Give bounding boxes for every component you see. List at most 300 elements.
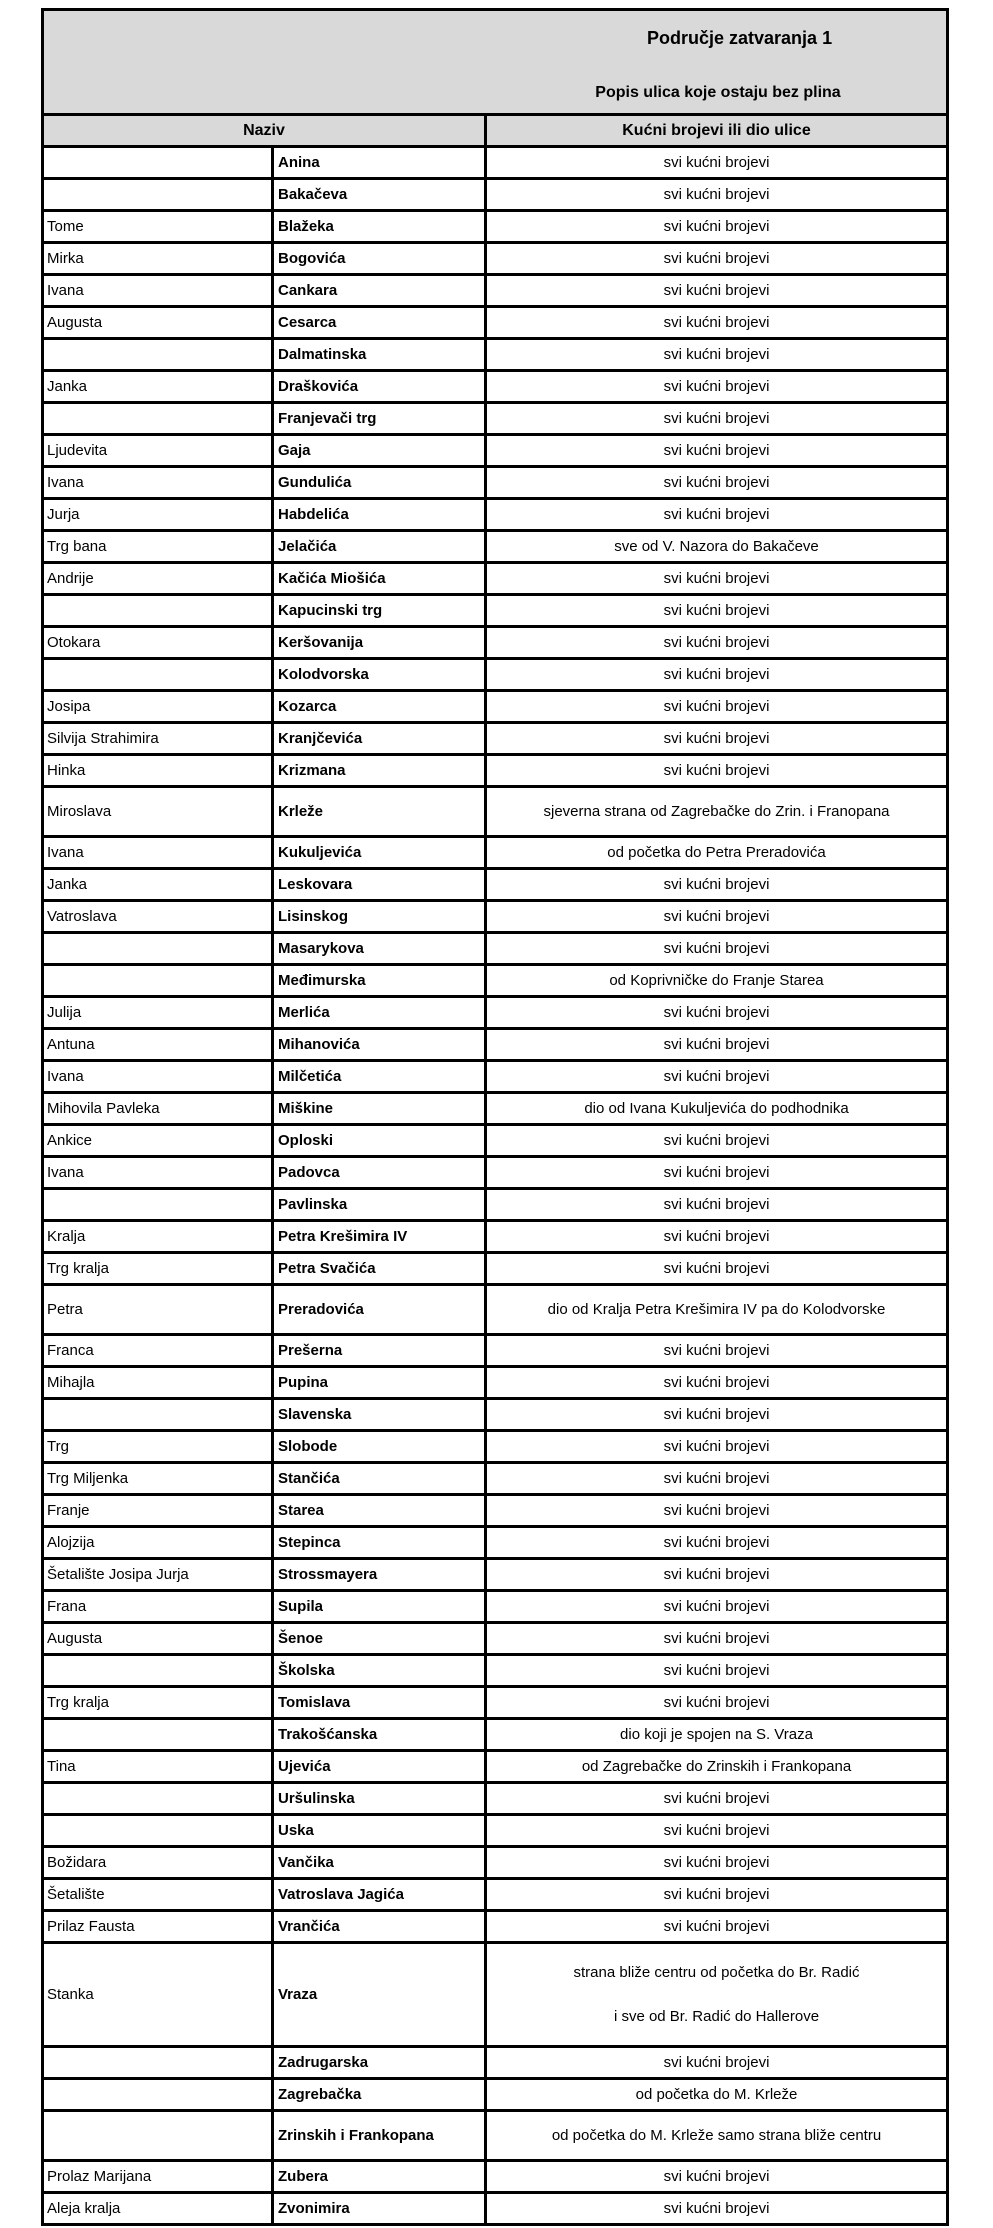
cell-name-prefix: Šetalište — [44, 1880, 274, 1909]
cell-street-name: Franjevači trg — [274, 404, 487, 433]
cell-house-numbers — [487, 1688, 946, 1717]
cell-name-prefix: Kralja — [44, 1222, 274, 1251]
cell-street-name: Zagrebačka — [274, 2080, 487, 2109]
cell-street-name: Jelačića — [274, 532, 487, 561]
cell-name-prefix — [44, 1190, 274, 1219]
house-numbers-text: svi kućni brojevi — [663, 410, 770, 427]
cell-house-numbers — [487, 340, 946, 369]
cell-house-numbers — [487, 1464, 946, 1493]
cell-house-numbers — [487, 436, 946, 465]
house-numbers-text: svi kućni brojevi — [663, 1918, 770, 1935]
cell-name-prefix: Tina — [44, 1752, 274, 1781]
cell-name-prefix — [44, 340, 274, 369]
cell-house-numbers — [487, 1336, 946, 1365]
page-subtitle: Popis ulica koje ostaju bez plina — [595, 84, 841, 101]
table-row — [41, 1784, 949, 1816]
cell-house-numbers — [487, 1560, 946, 1589]
cell-street-name: Bakačeva — [274, 180, 487, 209]
house-numbers-text: svi kućni brojevi — [663, 218, 770, 235]
table-row — [41, 500, 949, 532]
table-row — [41, 404, 949, 436]
cell-street-name: Strossmayera — [274, 1560, 487, 1589]
cell-house-numbers — [487, 1880, 946, 1909]
cell-house-numbers — [487, 724, 946, 753]
cell-house-numbers — [487, 998, 946, 1027]
cell-street-name: Zrinskih i Frankopana — [274, 2112, 487, 2159]
house-numbers-text: svi kućni brojevi — [663, 250, 770, 267]
cell-house-numbers — [487, 1752, 946, 1781]
cell-street-name: Trakošćanska — [274, 1720, 487, 1749]
table-row — [41, 1464, 949, 1496]
table-row — [41, 1400, 949, 1432]
house-numbers-text: svi kućni brojevi — [663, 1438, 770, 1455]
cell-street-name: Supila — [274, 1592, 487, 1621]
cell-name-prefix: Jurja — [44, 500, 274, 529]
table-row — [41, 692, 949, 724]
cell-name-prefix: Aleja kralja — [44, 2194, 274, 2223]
house-numbers-text: sjeverna strana od Zagrebačke do Zrin. i Franopana — [543, 803, 890, 820]
cell-street-name: Keršovanija — [274, 628, 487, 657]
table-row — [41, 1030, 949, 1062]
cell-name-prefix — [44, 148, 274, 177]
cell-house-numbers — [487, 500, 946, 529]
cell-name-prefix: Trg Miljenka — [44, 1464, 274, 1493]
house-numbers-text: svi kućni brojevi — [663, 186, 770, 203]
column-header-row — [41, 116, 949, 148]
cell-street-name: Kozarca — [274, 692, 487, 721]
table-row — [41, 308, 949, 340]
house-numbers-text: svi kućni brojevi — [663, 378, 770, 395]
cell-house-numbers — [487, 1528, 946, 1557]
cell-street-name: Zvonimira — [274, 2194, 487, 2223]
cell-name-prefix: Josipa — [44, 692, 274, 721]
cell-street-name: Anina — [274, 148, 487, 177]
cell-house-numbers — [487, 564, 946, 593]
table-row — [41, 1848, 949, 1880]
cell-house-numbers — [487, 1222, 946, 1251]
cell-house-numbers — [487, 1094, 946, 1123]
cell-house-numbers — [487, 1848, 946, 1877]
table-row — [41, 788, 949, 838]
cell-name-prefix — [44, 2112, 274, 2159]
table-row — [41, 756, 949, 788]
cell-house-numbers — [487, 1286, 946, 1333]
table-row — [41, 372, 949, 404]
cell-street-name: Vatroslava Jagića — [274, 1880, 487, 1909]
table-row — [41, 1062, 949, 1094]
cell-street-name: Krizmana — [274, 756, 487, 785]
cell-house-numbers — [487, 2162, 946, 2191]
cell-house-numbers — [487, 660, 946, 689]
house-numbers-text: svi kućni brojevi — [663, 1630, 770, 1647]
house-numbers-text: svi kućni brojevi — [663, 1132, 770, 1149]
table-row — [41, 1944, 949, 2048]
cell-house-numbers — [487, 1432, 946, 1461]
column-header-kucni-brojevi: Kućni brojevi ili dio ulice — [622, 121, 811, 139]
sheet-header — [41, 8, 949, 116]
house-numbers-text: dio koji je spojen na S. Vraza — [620, 1726, 813, 1743]
cell-street-name: Zadrugarska — [274, 2048, 487, 2077]
cell-street-name: Merlića — [274, 998, 487, 1027]
cell-name-prefix: Ivana — [44, 1062, 274, 1091]
cell-name-prefix: Janka — [44, 372, 274, 401]
house-numbers-text: svi kućni brojevi — [663, 154, 770, 171]
table-row — [41, 212, 949, 244]
table-row — [41, 532, 949, 564]
house-numbers-text: svi kućni brojevi — [663, 282, 770, 299]
cell-name-prefix: Silvija Strahimira — [44, 724, 274, 753]
table-row — [41, 1190, 949, 1222]
cell-name-prefix: Vatroslava — [44, 902, 274, 931]
cell-street-name: Masarykova — [274, 934, 487, 963]
house-numbers-text: od Zagrebačke do Zrinskih i Frankopana — [581, 1758, 852, 1775]
table-row — [41, 2162, 949, 2194]
house-numbers-text: svi kućni brojevi — [663, 1502, 770, 1519]
table-row — [41, 628, 949, 660]
cell-name-prefix: Božidara — [44, 1848, 274, 1877]
house-numbers-text: svi kućni brojevi — [663, 1886, 770, 1903]
cell-street-name: Tomislava — [274, 1688, 487, 1717]
house-numbers-text: svi kućni brojevi — [663, 442, 770, 459]
table-row — [41, 1432, 949, 1464]
table-row — [41, 276, 949, 308]
cell-name-prefix: Trg bana — [44, 532, 274, 561]
table-row — [41, 1158, 949, 1190]
house-numbers-text: svi kućni brojevi — [663, 730, 770, 747]
cell-house-numbers — [487, 2112, 946, 2159]
house-numbers-text: svi kućni brojevi — [663, 1470, 770, 1487]
cell-name-prefix: Stanka — [44, 1944, 274, 2045]
cell-name-prefix: Trg kralja — [44, 1254, 274, 1283]
table-row — [41, 966, 949, 998]
cell-house-numbers — [487, 966, 946, 995]
table-row — [41, 1336, 949, 1368]
house-numbers-text: dio od Kralja Petra Krešimira IV pa do Kolodvorske — [547, 1301, 886, 1318]
cell-name-prefix: Ivana — [44, 468, 274, 497]
cell-name-prefix: Frana — [44, 1592, 274, 1621]
table-row — [41, 870, 949, 902]
cell-house-numbers — [487, 1190, 946, 1219]
cell-street-name: Gaja — [274, 436, 487, 465]
cell-house-numbers — [487, 1496, 946, 1525]
house-numbers-text: svi kućni brojevi — [663, 876, 770, 893]
house-numbers-text: svi kućni brojevi — [663, 506, 770, 523]
cell-street-name: Vraza — [274, 1944, 487, 2045]
street-list-sheet — [41, 8, 949, 2226]
cell-street-name: Dalmatinska — [274, 340, 487, 369]
cell-name-prefix: Mihajla — [44, 1368, 274, 1397]
house-numbers-text: i sve od Br. Radić do Hallerove — [613, 2008, 820, 2026]
table-row — [41, 180, 949, 212]
house-numbers-text: svi kućni brojevi — [663, 1534, 770, 1551]
cell-name-prefix: Franje — [44, 1496, 274, 1525]
cell-name-prefix: Franca — [44, 1336, 274, 1365]
house-numbers-text: od Koprivničke do Franje Starea — [609, 972, 824, 989]
cell-name-prefix: Janka — [44, 870, 274, 899]
house-numbers-text: svi kućni brojevi — [663, 1228, 770, 1245]
house-numbers-text: svi kućni brojevi — [663, 1260, 770, 1277]
cell-name-prefix — [44, 1720, 274, 1749]
cell-house-numbers — [487, 596, 946, 625]
cell-name-prefix — [44, 1400, 274, 1429]
table-row — [41, 1688, 949, 1720]
cell-name-prefix: Mihovila Pavleka — [44, 1094, 274, 1123]
cell-house-numbers — [487, 244, 946, 273]
table-row — [41, 1254, 949, 1286]
cell-street-name: Slobode — [274, 1432, 487, 1461]
cell-street-name: Lisinskog — [274, 902, 487, 931]
column-header-naziv: Naziv — [44, 116, 487, 145]
cell-name-prefix: Ankice — [44, 1126, 274, 1155]
cell-house-numbers — [487, 1720, 946, 1749]
house-numbers-text: svi kućni brojevi — [663, 634, 770, 651]
cell-street-name: Cesarca — [274, 308, 487, 337]
house-numbers-text: svi kućni brojevi — [663, 570, 770, 587]
cell-name-prefix: Ivana — [44, 276, 274, 305]
cell-house-numbers — [487, 1784, 946, 1813]
table-row — [41, 1496, 949, 1528]
table-row — [41, 998, 949, 1030]
table-row — [41, 1286, 949, 1336]
cell-house-numbers — [487, 1062, 946, 1091]
cell-street-name: Vrančića — [274, 1912, 487, 1941]
cell-street-name: Habdelića — [274, 500, 487, 529]
house-numbers-text: svi kućni brojevi — [663, 1566, 770, 1583]
house-numbers-text: od početka do M. Krleže — [635, 2086, 798, 2103]
table-row — [41, 1880, 949, 1912]
cell-house-numbers — [487, 1368, 946, 1397]
cell-street-name: Stepinca — [274, 1528, 487, 1557]
cell-house-numbers — [487, 1624, 946, 1653]
cell-street-name: Kolodvorska — [274, 660, 487, 689]
table-row — [41, 838, 949, 870]
cell-street-name: Stančića — [274, 1464, 487, 1493]
cell-name-prefix: Ljudevita — [44, 436, 274, 465]
cell-street-name: Kačića Miošića — [274, 564, 487, 593]
table-row — [41, 724, 949, 756]
cell-house-numbers — [487, 1944, 946, 2045]
cell-house-numbers — [487, 628, 946, 657]
cell-name-prefix — [44, 2080, 274, 2109]
table-row — [41, 1912, 949, 1944]
table-row — [41, 340, 949, 372]
cell-house-numbers — [487, 756, 946, 785]
cell-street-name: Cankara — [274, 276, 487, 305]
table-row — [41, 468, 949, 500]
cell-house-numbers — [487, 1158, 946, 1187]
cell-street-name: Šenoe — [274, 1624, 487, 1653]
house-numbers-text: svi kućni brojevi — [663, 940, 770, 957]
cell-name-prefix — [44, 1784, 274, 1813]
house-numbers-text: svi kućni brojevi — [663, 1790, 770, 1807]
cell-name-prefix — [44, 180, 274, 209]
table-row — [41, 1752, 949, 1784]
cell-name-prefix: Ivana — [44, 1158, 274, 1187]
cell-name-prefix: Šetalište Josipa Jurja — [44, 1560, 274, 1589]
cell-street-name: Slavenska — [274, 1400, 487, 1429]
table-row — [41, 2112, 949, 2162]
cell-house-numbers — [487, 692, 946, 721]
cell-house-numbers — [487, 1126, 946, 1155]
cell-name-prefix: Julija — [44, 998, 274, 1027]
house-numbers-text: svi kućni brojevi — [663, 1036, 770, 1053]
cell-name-prefix — [44, 1816, 274, 1845]
cell-house-numbers — [487, 212, 946, 241]
cell-name-prefix: Alojzija — [44, 1528, 274, 1557]
house-numbers-text: strana bliže centru od početka do Br. Radić — [573, 1963, 860, 1981]
table-row — [41, 1126, 949, 1158]
cell-street-name: Milčetića — [274, 1062, 487, 1091]
cell-name-prefix: Augusta — [44, 1624, 274, 1653]
house-numbers-text: svi kućni brojevi — [663, 2054, 770, 2071]
house-numbers-text: svi kućni brojevi — [663, 1004, 770, 1021]
cell-house-numbers — [487, 870, 946, 899]
cell-street-name: Pupina — [274, 1368, 487, 1397]
cell-name-prefix: Otokara — [44, 628, 274, 657]
house-numbers-text: svi kućni brojevi — [663, 2200, 770, 2217]
cell-name-prefix: Augusta — [44, 308, 274, 337]
house-numbers-text: od početka do M. Krleže samo strana bliže centru — [551, 2127, 882, 2144]
house-numbers-text: svi kućni brojevi — [663, 346, 770, 363]
cell-name-prefix — [44, 934, 274, 963]
table-row — [41, 660, 949, 692]
table-row — [41, 2194, 949, 2226]
table-row — [41, 1592, 949, 1624]
table-row — [41, 934, 949, 966]
house-numbers-text: svi kućni brojevi — [663, 1854, 770, 1871]
table-row — [41, 2048, 949, 2080]
house-numbers-text: svi kućni brojevi — [663, 1662, 770, 1679]
cell-house-numbers — [487, 838, 946, 867]
table-row — [41, 1560, 949, 1592]
cell-street-name: Padovca — [274, 1158, 487, 1187]
house-numbers-text: svi kućni brojevi — [663, 474, 770, 491]
cell-house-numbers — [487, 1592, 946, 1621]
cell-name-prefix: Tome — [44, 212, 274, 241]
cell-name-prefix: Prolaz Marijana — [44, 2162, 274, 2191]
cell-name-prefix — [44, 966, 274, 995]
house-numbers-text: svi kućni brojevi — [663, 314, 770, 331]
cell-name-prefix: Andrije — [44, 564, 274, 593]
table-row — [41, 1094, 949, 1126]
table-row — [41, 436, 949, 468]
cell-house-numbers — [487, 788, 946, 835]
cell-street-name: Kranjčevića — [274, 724, 487, 753]
cell-street-name: Ujevića — [274, 1752, 487, 1781]
house-numbers-text: sve od V. Nazora do Bakačeve — [614, 538, 819, 555]
cell-street-name: Oploski — [274, 1126, 487, 1155]
table-row — [41, 1368, 949, 1400]
cell-house-numbers — [487, 934, 946, 963]
cell-street-name: Uršulinska — [274, 1784, 487, 1813]
cell-name-prefix — [44, 596, 274, 625]
cell-street-name: Kukuljevića — [274, 838, 487, 867]
house-numbers-text: svi kućni brojevi — [663, 1406, 770, 1423]
cell-street-name: Međimurska — [274, 966, 487, 995]
cell-street-name: Petra Svačića — [274, 1254, 487, 1283]
table-row — [41, 244, 949, 276]
cell-street-name: Mihanovića — [274, 1030, 487, 1059]
house-numbers-text: svi kućni brojevi — [663, 762, 770, 779]
house-numbers-text: svi kućni brojevi — [663, 1196, 770, 1213]
table-body — [41, 148, 949, 2226]
table-row — [41, 902, 949, 934]
cell-house-numbers — [487, 1816, 946, 1845]
cell-house-numbers — [487, 2194, 946, 2223]
cell-street-name: Pavlinska — [274, 1190, 487, 1219]
cell-street-name: Vančika — [274, 1848, 487, 1877]
cell-name-prefix — [44, 1656, 274, 1685]
cell-house-numbers — [487, 2048, 946, 2077]
cell-house-numbers — [487, 1400, 946, 1429]
house-numbers-text: svi kućni brojevi — [663, 1164, 770, 1181]
table-row — [41, 1816, 949, 1848]
house-numbers-text: svi kućni brojevi — [663, 1342, 770, 1359]
house-numbers-text: svi kućni brojevi — [663, 1694, 770, 1711]
table-row — [41, 564, 949, 596]
table-row — [41, 596, 949, 628]
cell-house-numbers — [487, 468, 946, 497]
table-row — [41, 148, 949, 180]
cell-house-numbers — [487, 2080, 946, 2109]
cell-street-name: Blažeka — [274, 212, 487, 241]
table-row — [41, 2080, 949, 2112]
cell-street-name: Zubera — [274, 2162, 487, 2191]
house-numbers-text: svi kućni brojevi — [663, 1822, 770, 1839]
cell-house-numbers — [487, 308, 946, 337]
cell-street-name: Uska — [274, 1816, 487, 1845]
cell-house-numbers — [487, 372, 946, 401]
cell-street-name: Miškine — [274, 1094, 487, 1123]
cell-name-prefix: Petra — [44, 1286, 274, 1333]
cell-house-numbers — [487, 1656, 946, 1685]
cell-house-numbers — [487, 148, 946, 177]
house-numbers-text: svi kućni brojevi — [663, 602, 770, 619]
cell-street-name: Kapucinski trg — [274, 596, 487, 625]
table-row — [41, 1528, 949, 1560]
house-numbers-text: od početka do Petra Preradovića — [607, 844, 826, 861]
cell-house-numbers — [487, 902, 946, 931]
cell-house-numbers — [487, 1254, 946, 1283]
cell-house-numbers — [487, 180, 946, 209]
cell-street-name: Leskovara — [274, 870, 487, 899]
cell-house-numbers — [487, 404, 946, 433]
table-row — [41, 1656, 949, 1688]
cell-name-prefix: Trg kralja — [44, 1688, 274, 1717]
cell-name-prefix — [44, 2048, 274, 2077]
cell-street-name: Draškovića — [274, 372, 487, 401]
house-numbers-text: dio od Ivana Kukuljevića do podhodnika — [584, 1100, 849, 1117]
house-numbers-text: svi kućni brojevi — [663, 1068, 770, 1085]
cell-name-prefix: Ivana — [44, 838, 274, 867]
cell-name-prefix: Antuna — [44, 1030, 274, 1059]
cell-house-numbers — [487, 532, 946, 561]
table-row — [41, 1222, 949, 1254]
cell-name-prefix — [44, 404, 274, 433]
house-numbers-text: svi kućni brojevi — [663, 2168, 770, 2185]
cell-street-name: Školska — [274, 1656, 487, 1685]
house-numbers-text: svi kućni brojevi — [663, 666, 770, 683]
house-numbers-text: svi kućni brojevi — [663, 698, 770, 715]
cell-name-prefix: Hinka — [44, 756, 274, 785]
cell-street-name: Bogovića — [274, 244, 487, 273]
cell-house-numbers — [487, 276, 946, 305]
cell-street-name: Prešerna — [274, 1336, 487, 1365]
table-row — [41, 1624, 949, 1656]
cell-name-prefix: Trg — [44, 1432, 274, 1461]
house-numbers-text: svi kućni brojevi — [663, 1374, 770, 1391]
cell-street-name: Krleže — [274, 788, 487, 835]
